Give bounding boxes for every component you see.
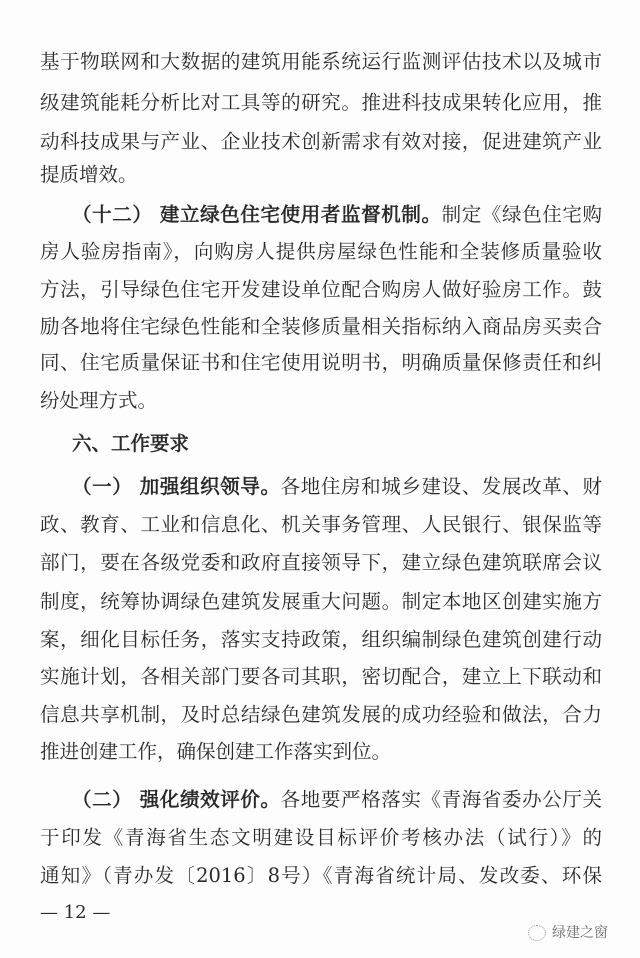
text-span: 各地要严格落实《青海省委办公厅关	[280, 788, 602, 811]
text-line: 级建筑能耗分析比对工具等的研究。推进科技成果转化应用，推	[40, 91, 602, 114]
text-line: 基于物联网和大数据的建筑用能系统运行监测评估技术以及城市	[40, 50, 602, 73]
text-line: 政、教育、工业和信息化、机关事务管理、人民银行、银保监等	[40, 513, 602, 536]
wechat-icon	[528, 925, 546, 941]
paragraph-line	[72, 787, 602, 813]
text-line: 动科技成果与产业、企业技术创新需求有效对接，促进建筑产业	[40, 130, 602, 153]
item-1-heading: （一） 加强组织领导。	[72, 475, 281, 498]
section-heading: 六、工作要求	[72, 432, 190, 455]
text-line: 制度，统筹协调绿色建筑发展重大问题。制定本地区创建实施方	[40, 590, 602, 613]
item-2-heading: （二） 强化绩效评价。	[72, 788, 281, 811]
text-line: 推进创建工作，确保创建工作落实到位。	[40, 740, 392, 763]
text-line: 案，细化目标任务，落实支持政策，组织编制绿色建筑创建行动	[40, 628, 602, 651]
text-line: 部门，要在各级党委和政府直接领导下，建立绿色建筑联席会议	[40, 551, 602, 574]
text-line: 信息共享机制，及时总结绿色建筑发展的成功经验和做法，合力	[40, 703, 602, 726]
watermark-text: 绿建之窗	[552, 925, 608, 941]
text-line: 于印发《青海省生态文明建设目标评价考核办法（试行）》的	[40, 826, 602, 849]
text-line: 实施计划，各相关部门要各司其职，密切配合，建立上下联动和	[40, 665, 602, 688]
watermark	[528, 922, 608, 942]
text-line: 方法，引导绿色住宅开发建设单位配合购房人做好验房工作。鼓	[40, 278, 602, 301]
text-line: 通知》（青办发〔2016〕8号）《青海省统计局、发改委、环保	[40, 864, 602, 887]
paragraph-line	[72, 474, 602, 500]
text-span: 各地住房和城乡建设、发展改革、财	[280, 475, 602, 498]
text-line: 提质增效。	[40, 163, 138, 186]
text-line: 同、住宅质量保证书和住宅使用说明书，明确质量保修责任和纠	[40, 351, 602, 374]
text-line: 励各地将住宅绿色性能和全装修质量相关指标纳入商品房买卖合	[40, 315, 602, 338]
paragraph-line	[72, 202, 602, 228]
text-span: 制定《绿色住宅购	[441, 203, 602, 226]
text-line: 纷处理方式。	[40, 389, 158, 412]
item-12-heading: （十二） 建立绿色住宅使用者监督机制。	[72, 203, 442, 226]
page-number: — 12 —	[40, 902, 111, 923]
text-line: 房人验房指南》，向购房人提供房屋绿色性能和全装修质量验收	[40, 240, 602, 263]
